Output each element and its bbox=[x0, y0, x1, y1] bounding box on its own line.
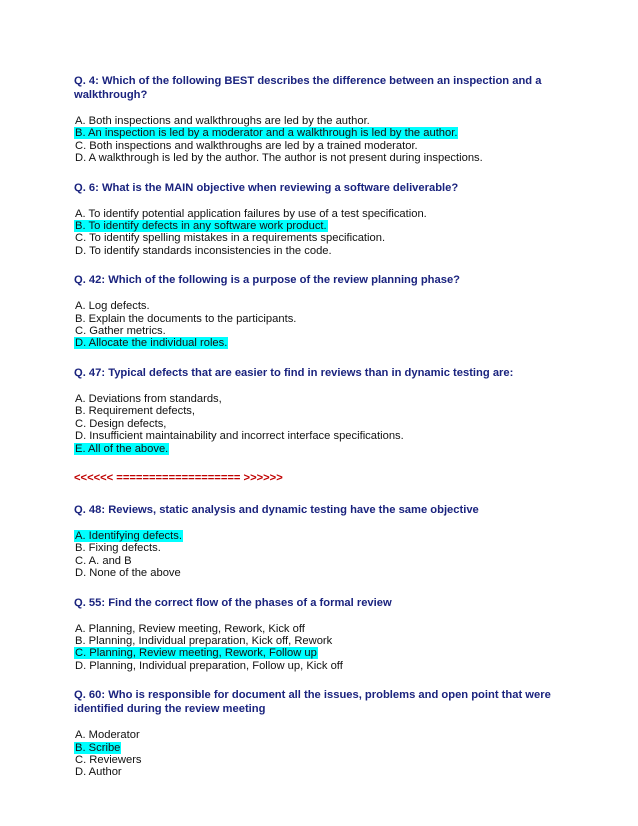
option-text: A. Planning, Review meeting, Rework, Kick off bbox=[75, 622, 305, 635]
correct-answer-option bbox=[74, 337, 564, 349]
option-text: B. Requirement defects, bbox=[75, 405, 196, 418]
question-heading: Q. 48: Reviews, static analysis and dynamic testing have the same objective bbox=[74, 503, 479, 516]
option-text: D. Allocate the individual roles. bbox=[75, 337, 228, 350]
answer-option bbox=[74, 115, 564, 127]
answer-option bbox=[74, 405, 564, 417]
option-text: D. Author bbox=[75, 766, 122, 779]
section-separator: <<<<<< =================== >>>>>> bbox=[74, 471, 283, 484]
option-text: D. None of the above bbox=[75, 567, 181, 580]
option-text: A. Moderator bbox=[75, 729, 140, 742]
option-text: A. To identify potential application failures by use of a test specification. bbox=[75, 207, 427, 220]
option-text: C. Reviewers bbox=[75, 753, 142, 766]
option-text: B. Scribe bbox=[75, 741, 121, 754]
correct-answer-option bbox=[74, 220, 564, 232]
option-list bbox=[74, 208, 564, 258]
answer-option bbox=[74, 300, 564, 312]
answer-option bbox=[74, 729, 564, 741]
answer-option bbox=[74, 660, 564, 672]
option-list bbox=[74, 300, 564, 350]
option-text: D. To identify standards inconsistencies in the code. bbox=[75, 244, 332, 257]
answer-option bbox=[74, 208, 564, 220]
answer-option bbox=[74, 313, 564, 325]
option-list bbox=[74, 530, 564, 580]
option-list bbox=[74, 115, 564, 165]
option-text: C. Gather metrics. bbox=[75, 325, 166, 338]
option-text: B. Planning, Individual preparation, Kick off, Rework bbox=[75, 634, 333, 647]
option-text: B. An inspection is led by a moderator and a walkthrough is led by the author. bbox=[75, 127, 458, 140]
option-text: E. All of the above. bbox=[75, 442, 169, 455]
option-text: C. Design defects, bbox=[75, 417, 167, 430]
answer-option bbox=[74, 325, 564, 337]
answer-option bbox=[74, 232, 564, 244]
question-heading: Q. 6: What is the MAIN objective when reviewing a software deliverable? bbox=[74, 181, 459, 194]
answer-option bbox=[74, 766, 564, 778]
option-text: C. To identify spelling mistakes in a requirements specification. bbox=[75, 232, 386, 245]
option-text: B. Fixing defects. bbox=[75, 542, 161, 555]
question-heading: Q. 60: Who is responsible for document all the issues, problems and open point that were identified during the review meeting bbox=[74, 689, 551, 716]
correct-answer-option bbox=[74, 647, 564, 659]
answer-option bbox=[74, 152, 564, 164]
question-heading: Q. 55: Find the correct flow of the phases of a formal review bbox=[74, 596, 392, 609]
option-list bbox=[74, 393, 564, 455]
option-text: D. A walkthrough is led by the author. The author is not present during inspections. bbox=[75, 152, 483, 165]
document-page bbox=[74, 74, 564, 795]
option-text: A. Both inspections and walkthroughs are led by the author. bbox=[75, 115, 370, 127]
answer-option bbox=[74, 430, 564, 442]
option-text: C. A. and B bbox=[75, 554, 132, 567]
answer-option bbox=[74, 623, 564, 635]
answer-option bbox=[74, 567, 564, 579]
option-text: A. Log defects. bbox=[75, 300, 150, 313]
correct-answer-option bbox=[74, 530, 564, 542]
answer-option bbox=[74, 140, 564, 152]
option-text: C. Planning, Review meeting, Rework, Follow up bbox=[75, 647, 317, 660]
option-text: C. Both inspections and walkthroughs are led by a trained moderator. bbox=[75, 139, 418, 152]
option-text: D. Insufficient maintainability and incorrect interface specifications. bbox=[75, 430, 404, 443]
question-heading: Q. 42: Which of the following is a purpose of the review planning phase? bbox=[74, 274, 461, 287]
question-heading: Q. 4: Which of the following BEST describes the difference between an inspection and a walkthrough? bbox=[74, 75, 542, 101]
correct-answer-option bbox=[74, 742, 564, 754]
correct-answer-option bbox=[74, 443, 564, 455]
option-list bbox=[74, 623, 564, 673]
option-text: B. To identify defects in any software work product. bbox=[75, 220, 327, 233]
answer-option bbox=[74, 635, 564, 647]
question-heading: Q. 47: Typical defects that are easier to find in reviews than in dynamic testing are: bbox=[74, 366, 514, 379]
option-text: A. Identifying defects. bbox=[75, 529, 182, 542]
answer-option bbox=[74, 555, 564, 567]
option-text: A. Deviations from standards, bbox=[75, 392, 222, 405]
option-text: D. Planning, Individual preparation, Follow up, Kick off bbox=[75, 659, 343, 672]
correct-answer-option bbox=[74, 127, 564, 139]
answer-option bbox=[74, 393, 564, 405]
answer-option bbox=[74, 754, 564, 766]
option-list bbox=[74, 729, 564, 779]
answer-option bbox=[74, 245, 564, 257]
answer-option bbox=[74, 418, 564, 430]
option-text: B. Explain the documents to the participants. bbox=[75, 312, 297, 325]
answer-option bbox=[74, 542, 564, 554]
